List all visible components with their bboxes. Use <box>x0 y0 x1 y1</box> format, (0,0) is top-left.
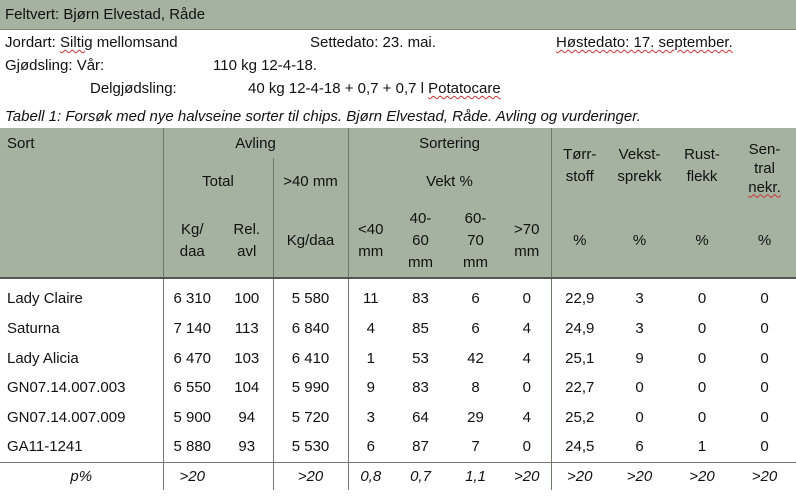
soil-rest: mellomsand <box>92 34 178 51</box>
unit-4060: 40- 60 mm <box>393 204 448 278</box>
col-gt40: >40 mm <box>273 158 348 204</box>
table-cell: 29 <box>467 408 484 426</box>
table-cell: p% <box>0 462 163 490</box>
table-cell: 0 <box>697 349 707 367</box>
fert-split-product: Potatocare <box>428 80 501 97</box>
unit-gt40-kgdaa: Kg/daa <box>273 204 348 278</box>
table-row <box>0 278 796 314</box>
table-cell: 25,1 <box>551 344 608 374</box>
table-cell: 103 <box>234 349 260 367</box>
table-cell: >20 <box>503 462 551 490</box>
p-value-row <box>0 462 796 490</box>
table-cell: 25,2 <box>551 403 608 433</box>
fert-split-amount: 40 kg 12-4-18 + 0,7 + 0,7 l <box>248 80 429 97</box>
table-row <box>0 314 796 344</box>
table-caption: Tabell 1: Forsøk med nye halvseine sorter til chips. Bjørn Elvestad, Råde. Avling og vurderinger. <box>5 108 641 125</box>
table-cell: 0 <box>697 379 707 397</box>
table-cell: 83 <box>412 379 429 397</box>
unit-pct: % <box>608 204 671 278</box>
unit-6070: 60- 70 mm <box>448 204 503 278</box>
table-cell: 0 <box>760 290 769 307</box>
table-cell: 9 <box>348 373 393 403</box>
col-vekstsprekk: Vekst- sprekk <box>608 128 671 204</box>
unit-rel: Rel. avl <box>221 204 273 278</box>
table-cell: 0 <box>697 320 707 338</box>
table-cell: >20 <box>733 462 796 490</box>
table-cell: >20 <box>671 462 733 490</box>
table-cell: >20 <box>608 462 671 490</box>
table-cell: 1 <box>697 438 707 456</box>
table-cell: 5 580 <box>273 278 348 314</box>
table-cell: 5 900 <box>163 403 221 433</box>
table-cell: 104 <box>234 379 260 397</box>
table-cell: Saturna <box>7 320 60 338</box>
table-cell: 11 <box>348 278 393 314</box>
table-cell: 6 <box>471 290 480 307</box>
table-cell: 3 <box>348 403 393 433</box>
table-cell: 0 <box>760 379 769 397</box>
table-cell <box>221 462 273 490</box>
fert-split-label: Delgjødsling: <box>90 80 177 97</box>
table-cell: 7 140 <box>163 314 221 344</box>
col-vekt: Vekt % <box>348 158 551 204</box>
table-cell: 22,7 <box>551 373 608 403</box>
table-cell: 0 <box>760 408 769 426</box>
fert-spring-value: 110 kg 12-4-18. <box>213 57 317 74</box>
soil-label: Jordart: <box>5 34 61 51</box>
table-cell: 1,1 <box>448 462 503 490</box>
host-banner <box>0 0 796 30</box>
harvest-date <box>556 34 733 51</box>
table-cell: 5 720 <box>273 403 348 433</box>
table-cell: 53 <box>412 349 429 367</box>
table-cell: 100 <box>234 290 260 307</box>
col-torrstoff: Tørr- stoff <box>551 128 608 204</box>
table-cell: 0 <box>760 438 769 456</box>
unit-gt70: >70 mm <box>503 204 551 278</box>
table-cell: 3 <box>635 320 644 338</box>
table-row <box>0 432 796 462</box>
table-cell: 6 550 <box>163 373 221 403</box>
table-cell: 93 <box>238 438 256 456</box>
table-cell: 4 <box>348 314 393 344</box>
unit-kgdaa: Kg/ daa <box>163 204 221 278</box>
table-cell: 6 310 <box>163 278 221 314</box>
fert-split-value <box>248 80 501 97</box>
table-cell: GN07.14.007.009 <box>7 408 126 426</box>
table-cell: 6 470 <box>163 344 221 374</box>
table-cell: 94 <box>238 408 256 426</box>
table-cell: 5 530 <box>273 432 348 462</box>
unit-pct: % <box>551 204 608 278</box>
table-cell: 0 <box>697 408 707 426</box>
table-cell: 24,9 <box>551 314 608 344</box>
table-cell: 0 <box>760 320 769 338</box>
table-cell: Lady Alicia <box>7 349 79 367</box>
table-cell: 6 410 <box>273 344 348 374</box>
table-cell: 6 <box>348 432 393 462</box>
harvest-text: Høstedato: 17. september. <box>556 34 733 51</box>
table-header <box>0 128 796 278</box>
table-cell: 22,9 <box>551 278 608 314</box>
table-cell: 83 <box>412 290 429 307</box>
table-cell: 113 <box>234 320 259 338</box>
col-sort: Sort <box>0 128 163 158</box>
unit-lt40: <40 mm <box>348 204 393 278</box>
unit-pct: % <box>671 204 733 278</box>
results-table <box>0 128 796 490</box>
table-cell: 0 <box>635 408 644 426</box>
table-cell: 4 <box>522 349 531 367</box>
table-cell: >20 <box>273 462 348 490</box>
col-total: Total <box>163 158 273 204</box>
table-cell: >20 <box>163 462 221 490</box>
table-cell: 64 <box>412 408 429 426</box>
col-sentralnekrose: Sen- tral nekr. <box>733 128 796 204</box>
table-cell: 4 <box>522 408 531 426</box>
table-row <box>0 403 796 433</box>
table-cell: 7 <box>471 438 480 456</box>
table-cell: 5 990 <box>273 373 348 403</box>
col-rustflekk: Rust- flekk <box>671 128 733 204</box>
table-cell: 0 <box>760 349 769 367</box>
table-cell: 0,8 <box>348 462 393 490</box>
table-cell: >20 <box>551 462 608 490</box>
table-row <box>0 373 796 403</box>
table-row <box>0 344 796 374</box>
col-sortering: Sortering <box>348 128 551 158</box>
table-cell: 0 <box>522 290 531 307</box>
planting-date: Settedato: 23. mai. <box>310 34 436 51</box>
fert-spring-label: Gjødsling: Vår: <box>5 57 105 74</box>
table-cell: 6 <box>471 320 480 338</box>
table-cell: 0 <box>522 379 531 397</box>
table-cell: 24,5 <box>551 432 608 462</box>
table-cell: 0 <box>697 290 707 307</box>
table-cell: 5 880 <box>163 432 221 462</box>
table-cell: 4 <box>522 320 531 338</box>
table-cell: 0 <box>522 438 531 456</box>
table-cell: GA11-1241 <box>7 438 83 456</box>
host-text: Feltvert: Bjørn Elvestad, Råde <box>5 6 206 23</box>
unit-pct: % <box>733 204 796 278</box>
table-cell: 6 840 <box>273 314 348 344</box>
col-avling: Avling <box>163 128 348 158</box>
table-cell: 42 <box>467 349 484 367</box>
table-cell: 85 <box>412 320 429 338</box>
soil-line <box>5 34 178 51</box>
table-body <box>0 278 796 490</box>
table-cell: 0,7 <box>393 462 448 490</box>
table-cell: Lady Claire <box>7 290 83 307</box>
table-cell: GN07.14.007.003 <box>7 379 126 397</box>
table-cell: 1 <box>348 344 393 374</box>
soil-value: Siltig <box>60 34 93 51</box>
table-cell: 9 <box>635 349 644 367</box>
table-cell: 8 <box>471 379 480 397</box>
table-cell: 6 <box>635 438 644 456</box>
table-cell: 87 <box>412 438 429 456</box>
table-cell: 0 <box>635 379 644 397</box>
table-cell: 3 <box>635 290 644 307</box>
